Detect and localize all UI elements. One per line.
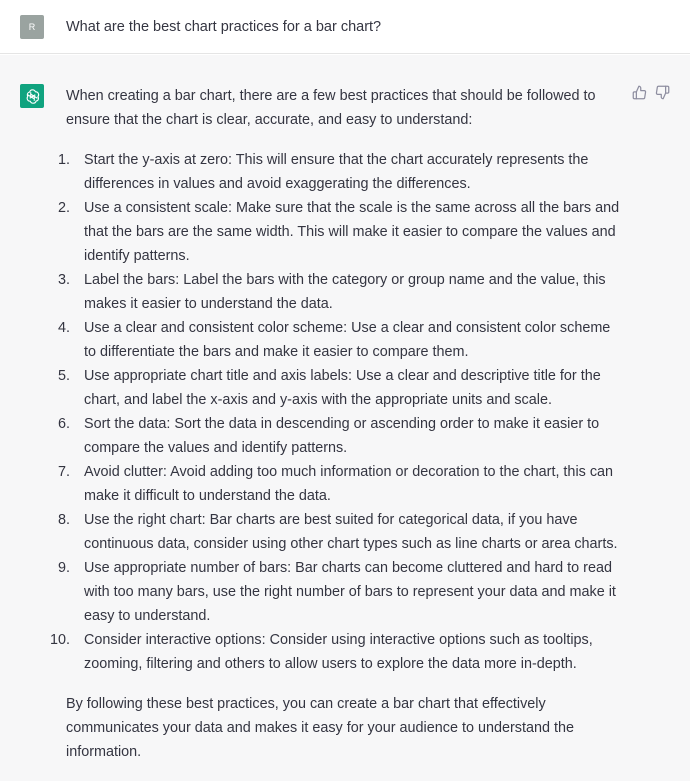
list-item-text: Consider interactive options: Consider using interactive options such as tooltips, zooming, filtering and others to allow users to explore the data more in-depth. [84, 632, 593, 672]
best-practices-list [49, 148, 626, 676]
list-item-text: Sort the data: Sort the data in descending or ascending order to make it easier to compare the values and identify patterns. [84, 416, 600, 456]
response-intro: When creating a bar chart, there are a few best practices that should be followed to ensure that the chart is clear, accurate, and easy to understand: [66, 88, 596, 128]
list-item-number: 6. [57, 416, 70, 432]
list-item [57, 460, 626, 508]
list-item [57, 364, 626, 412]
list-item-text: Label the bars: Label the bars with the category or group name and the value, this makes it easier to understand the data. [84, 272, 606, 312]
list-item-text: Use appropriate chart title and axis labels: Use a clear and descriptive title for the chart, and label the x-axis and y-axis with the appropriate units and scale. [84, 368, 601, 408]
list-item [49, 628, 626, 676]
list-item [57, 556, 626, 628]
user-message-text: What are the best chart practices for a bar chart? [66, 19, 382, 35]
openai-logo-icon [20, 84, 44, 108]
list-item [57, 148, 626, 196]
assistant-message-row [0, 55, 690, 781]
thumbs-up-icon[interactable] [632, 85, 647, 100]
assistant-message-content [49, 84, 626, 764]
list-item [57, 508, 626, 556]
list-item-text: Use appropriate number of bars: Bar charts can become cluttered and hard to read with too many bars, use the right number of bars to represent your data and make it easy to understand. [84, 560, 616, 624]
list-item-text: Start the y-axis at zero: This will ensure that the chart accurately represents the differences in values and avoid exaggerating the differences. [84, 152, 589, 192]
list-item-text: Use a consistent scale: Make sure that the scale is the same across all the bars and that the bars are the same width. This will make it easier to compare the values and identify patterns. [84, 200, 620, 264]
list-item-number: 7. [57, 464, 70, 480]
list-item [57, 268, 626, 316]
user-message-row [0, 0, 690, 54]
list-item-number: 9. [57, 560, 70, 576]
list-item-number: 5. [57, 368, 70, 384]
list-item-number: 2. [57, 200, 70, 216]
user-avatar-initial: R [28, 22, 36, 32]
user-avatar [20, 15, 44, 39]
list-item-number: 1. [57, 152, 70, 168]
list-item-text: Avoid clutter: Avoid adding too much information or decoration to the chart, this can make it difficult to understand the data. [84, 464, 614, 504]
list-item [57, 412, 626, 460]
list-item-number: 8. [57, 512, 70, 528]
list-item-text: Use a clear and consistent color scheme: Use a clear and consistent color scheme to differentiate the bars and make it easier to compare them. [84, 320, 611, 360]
list-item-number: 3. [57, 272, 70, 288]
thumbs-down-icon[interactable] [655, 85, 670, 100]
list-item-text: Use the right chart: Bar charts are best suited for categorical data, if you have continuous data, consider using other chart types such as line charts or area charts. [84, 512, 618, 552]
list-item [57, 196, 626, 268]
list-item [57, 316, 626, 364]
list-item-number: 10. [49, 632, 70, 648]
feedback-buttons [632, 85, 670, 100]
response-outro: By following these best practices, you can create a bar chart that effectively communicates your data and makes it easy for your audience to understand the information. [66, 696, 574, 760]
list-item-number: 4. [57, 320, 70, 336]
